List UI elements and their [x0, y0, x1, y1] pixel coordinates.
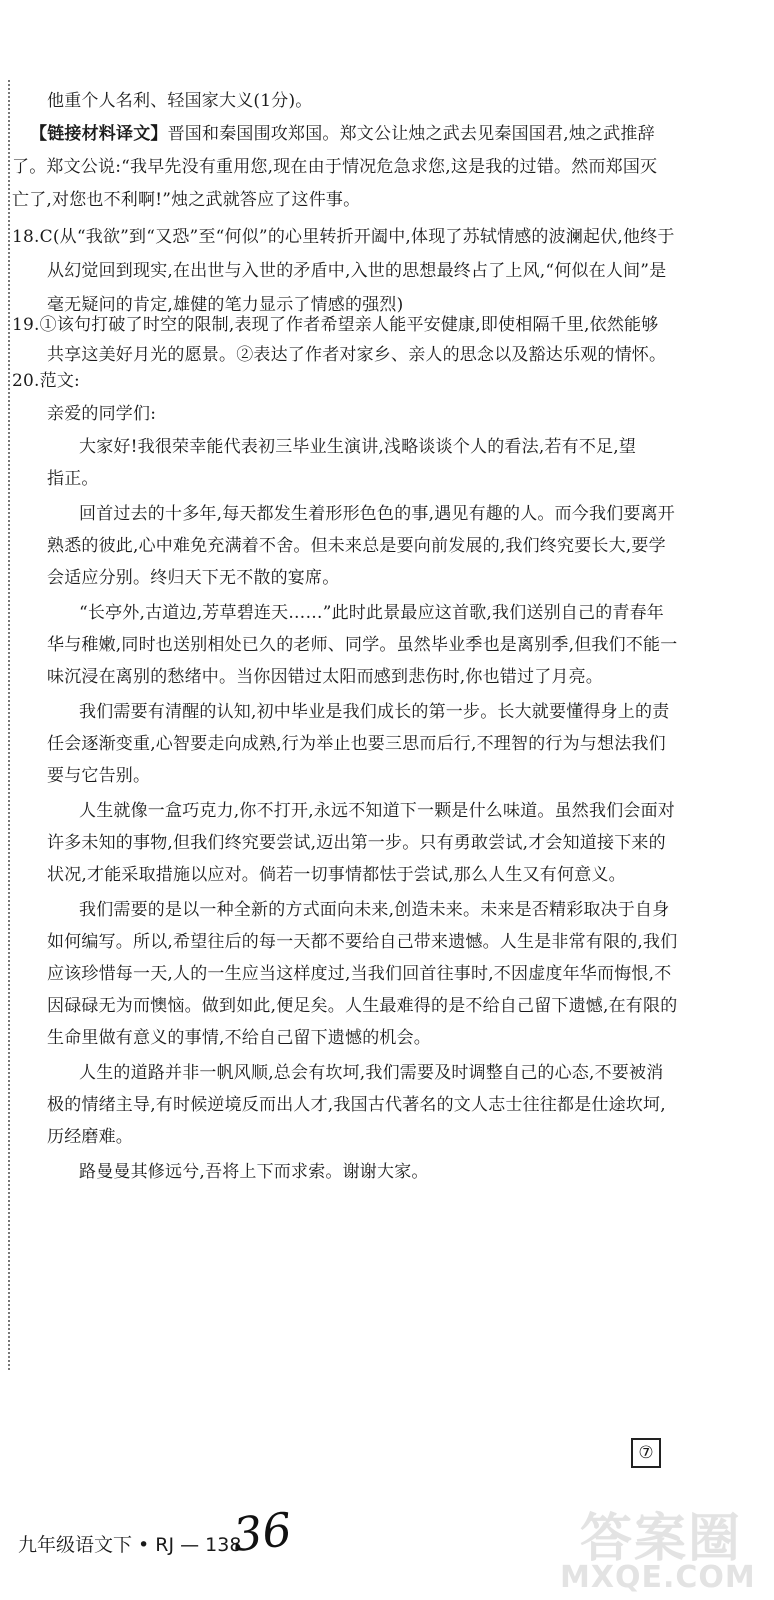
text-line: 人生就像一盒巧克力,你不打开,永远不知道下一颗是什么味道。虽然我们会面对	[79, 801, 676, 821]
text-line: 【链接材料译文】晋国和秦国围攻郑国。郑文公让烛之武去见秦国国君,烛之武推辞	[30, 124, 655, 144]
page-footer: 九年级语文下 • RJ — 138	[18, 1534, 242, 1556]
handwritten-number: 36	[230, 1502, 295, 1562]
text-line: 了。郑文公说:“我早先没有重用您,现在由于情况危急求您,这是我的过错。然而郑国灭	[12, 157, 658, 177]
answer-18-line: 18.C(从“我欲”到“又恐”至“何似”的心里转折开阖中,体现了苏轼情感的波澜起伏,他终于	[12, 227, 675, 247]
text-line: 会适应分别。终归天下无不散的宴席。	[47, 568, 340, 588]
watermark-url: MXQE.COM	[560, 1560, 756, 1595]
text-line: 极的情绪主导,有时候逆境反而出人才,我国古代著名的文人志士往往都是仕途坎坷,	[47, 1095, 666, 1115]
text-line: 人生的道路并非一帆风顺,总会有坎坷,我们需要及时调整自己的心态,不要被消	[79, 1063, 664, 1083]
text-line: “长亭外,古道边,芳草碧连天……”此时此景最应这首歌,我们送别自己的青春年	[79, 603, 664, 623]
text-line: 亡了,对您也不利啊!”烛之武就答应了这件事。	[12, 190, 361, 210]
watermark-logo: 答案圈	[580, 1509, 743, 1569]
text-line: 许多未知的事物,但我们终究要尝试,迈出第一步。只有勇敢尝试,才会知道接下来的	[47, 833, 666, 853]
text-line: 状况,才能采取措施以应对。倘若一切事情都怯于尝试,那么人生又有何意义。	[47, 865, 626, 885]
text-line: 味沉浸在离别的愁绪中。当你因错过太阳而感到悲伤时,你也错过了月亮。	[47, 667, 604, 687]
text-line: 历经磨难。	[47, 1127, 133, 1147]
text-line: 熟悉的彼此,心中难免充满着不舍。但未来总是要向前发展的,我们终究要长大,要学	[47, 536, 666, 556]
text-line: 任会逐渐变重,心智要走向成熟,行为举止也要三思而后行,不理智的行为与想法我们	[47, 734, 666, 754]
text-line: 共享这美好月光的愿景。②表达了作者对家乡、亲人的思念以及豁达乐观的情怀。	[47, 345, 667, 365]
text-line: 生命里做有意义的事情,不给自己留下遗憾的机会。	[47, 1028, 432, 1048]
answer-20-line: 20.范文:	[12, 371, 80, 391]
text-line: 要与它告别。	[47, 766, 151, 786]
text-line: 如何编写。所以,希望往后的每一天都不要给自己带来遗憾。人生是非常有限的,我们	[47, 932, 678, 952]
text-line: 大家好!我很荣幸能代表初三毕业生演讲,浅略谈谈个人的看法,若有不足,望	[79, 437, 637, 457]
salutation: 亲爱的同学们:	[47, 404, 157, 424]
text-line: 毫无疑问的肯定,雄健的笔力显示了情感的强烈)	[47, 295, 404, 315]
page-mark: ⑦	[631, 1438, 661, 1468]
text-line: 应该珍惜每一天,人的一生应当这样度过,当我们回首往事时,不因虚度年华而悔恨,不	[47, 964, 672, 984]
text-line: 我们需要的是以一种全新的方式面向未来,创造未来。未来是否精彩取决于自身	[79, 900, 670, 920]
text-line: 路曼曼其修远兮,吾将上下而求索。谢谢大家。	[79, 1162, 429, 1182]
text-line: 我们需要有清醒的认知,初中毕业是我们成长的第一步。长大就要懂得身上的责	[79, 702, 670, 722]
text-line: 他重个人名利、轻国家大义(1分)。	[47, 91, 313, 111]
binding-dotted-line	[8, 80, 10, 1370]
text-line: 华与稚嫩,同时也送别相处已久的老师、同学。虽然毕业季也是离别季,但我们不能一	[47, 635, 678, 655]
answer-19-line: 19.①该句打破了时空的限制,表现了作者希望亲人能平安健康,即使相隔千里,依然能够	[12, 315, 659, 335]
text-line: 指正。	[47, 469, 99, 489]
text-line: 从幻觉回到现实,在出世与入世的矛盾中,入世的思想最终占了上风,“何似在人间”是	[47, 261, 667, 281]
text-line: 因碌碌无为而懊恼。做到如此,便足矣。人生最难得的是不给自己留下遗憾,在有限的	[47, 996, 678, 1016]
text-line: 回首过去的十多年,每天都发生着形形色色的事,遇见有趣的人。而今我们要离开	[79, 504, 676, 524]
link-material-label: 【链接材料译文】	[30, 124, 168, 144]
